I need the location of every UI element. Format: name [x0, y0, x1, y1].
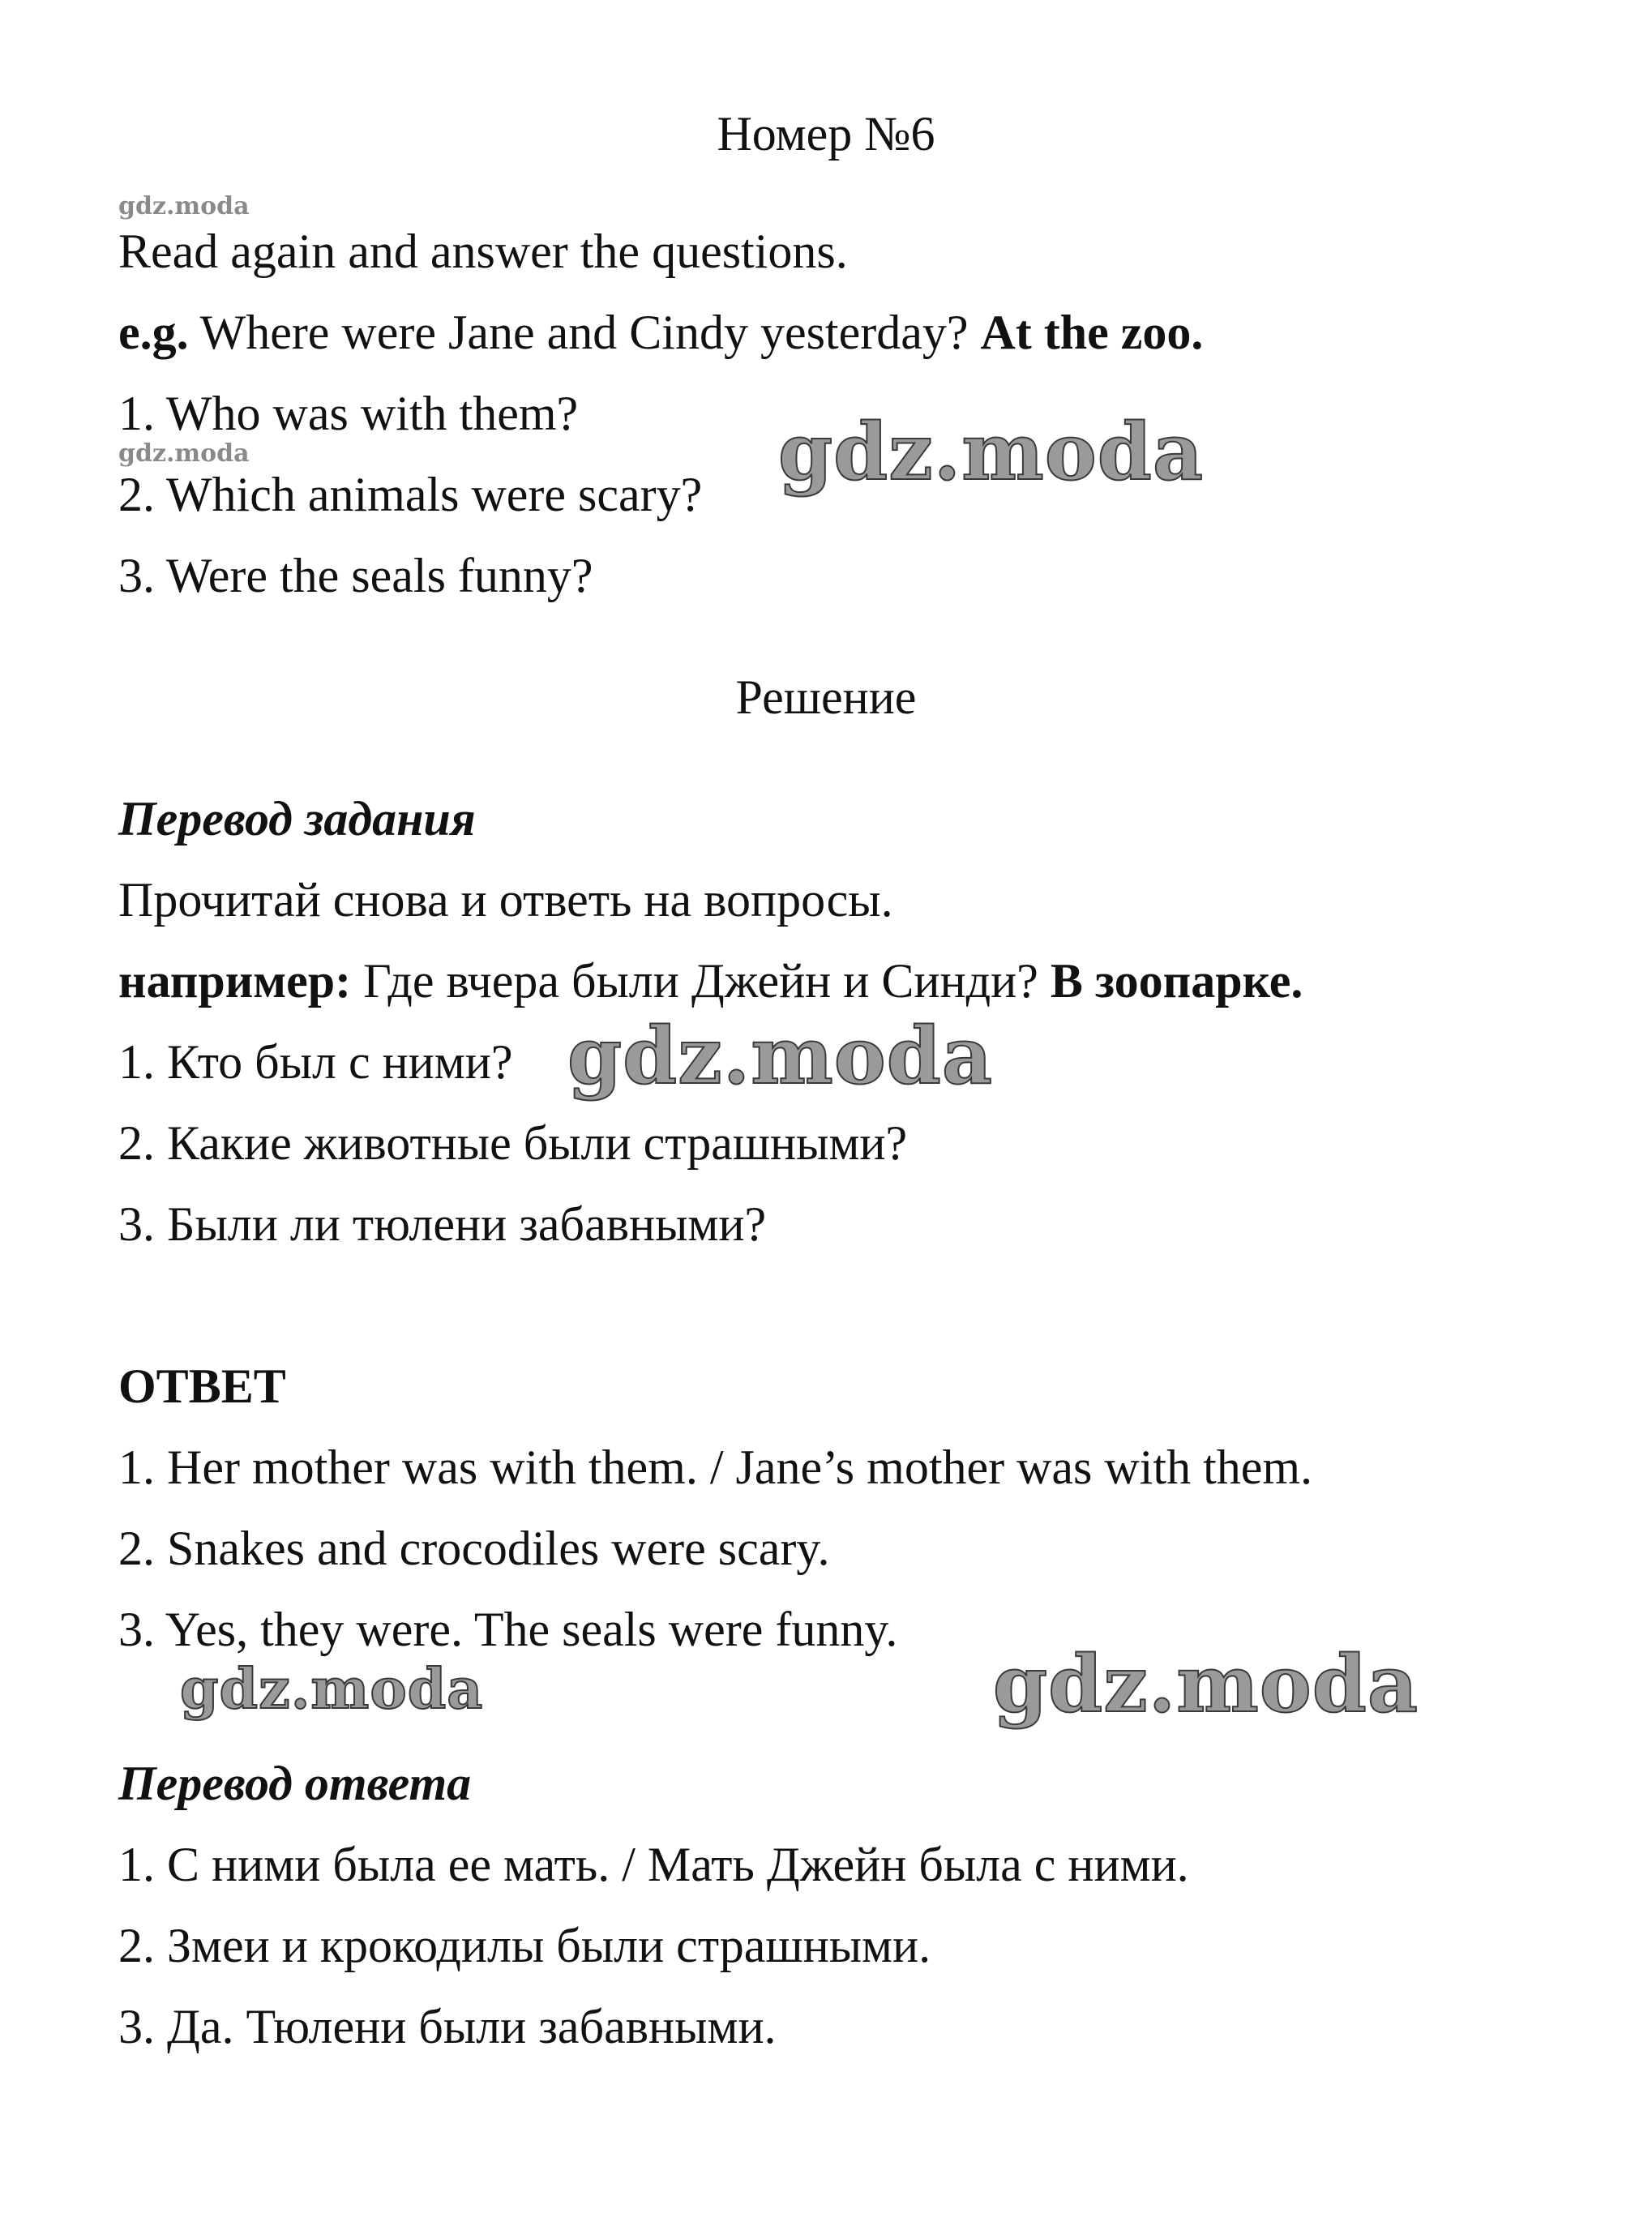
answer-line-2: 2. Snakes and crocodiles were scary. [118, 1522, 830, 1575]
translation-heading-text: Перевод задания [118, 792, 476, 846]
translation-question-1: 1. Кто был с ними? [118, 1035, 513, 1089]
translation-example-question: Где вчера были Джейн и Синди? [363, 954, 1038, 1008]
task-instruction: Read again and answer the questions. [118, 225, 848, 278]
watermark: gdz.moda [567, 1010, 994, 1102]
example-label: e.g. [118, 306, 189, 359]
example-question: Where were Jane and Cindy yesterday? [199, 306, 969, 359]
answer-heading-text: ОТВЕТ [118, 1359, 286, 1413]
answer-translation-line-1: 1. С ними была ее мать. / Мать Джейн была с ними. [118, 1838, 1189, 1891]
watermark: gdz.moda [778, 406, 1205, 498]
answer-line-3: 3. Yes, they were. The seals were funny. [118, 1603, 898, 1656]
task-example [118, 308, 1203, 357]
task-question-2: 2. Which animals were scary? [118, 468, 703, 521]
answer-translation-line-2: 2. Змеи и крокодилы были страшными. [118, 1919, 931, 1972]
task-question-1: 1. Who was with them? [118, 387, 579, 440]
page-title: Номер №6 [717, 107, 935, 161]
translation-heading [118, 792, 476, 846]
answer-heading [118, 1359, 286, 1413]
answer-translation-line-3: 3. Да. Тюлени были забавными. [118, 2000, 777, 2053]
example-answer: At the zoo. [980, 306, 1204, 359]
translation-example-answer: В зоопарке. [1050, 954, 1303, 1008]
watermark: gdz.moda [180, 1657, 484, 1722]
solution-title: Решение [735, 670, 917, 724]
watermark-small: gdz.moda [118, 192, 250, 220]
translation-question-2: 2. Какие животные были страшными? [118, 1116, 908, 1170]
translation-question-3: 3. Были ли тюлени забавными? [118, 1197, 767, 1251]
answer-translation-heading-text: Перевод ответа [118, 1757, 472, 1810]
watermark: gdz.moda [993, 1638, 1419, 1730]
watermark-small: gdz.moda [118, 439, 250, 468]
translation-example-label: например: [118, 954, 352, 1008]
task-question-3: 3. Were the seals funny? [118, 549, 593, 602]
answer-translation-heading [118, 1759, 471, 1808]
translation-example [118, 954, 1303, 1008]
translation-instruction: Прочитай снова и ответь на вопросы. [118, 873, 893, 927]
answer-line-1: 1. Her mother was with them. / Jane’s mother was with them. [118, 1441, 1313, 1494]
